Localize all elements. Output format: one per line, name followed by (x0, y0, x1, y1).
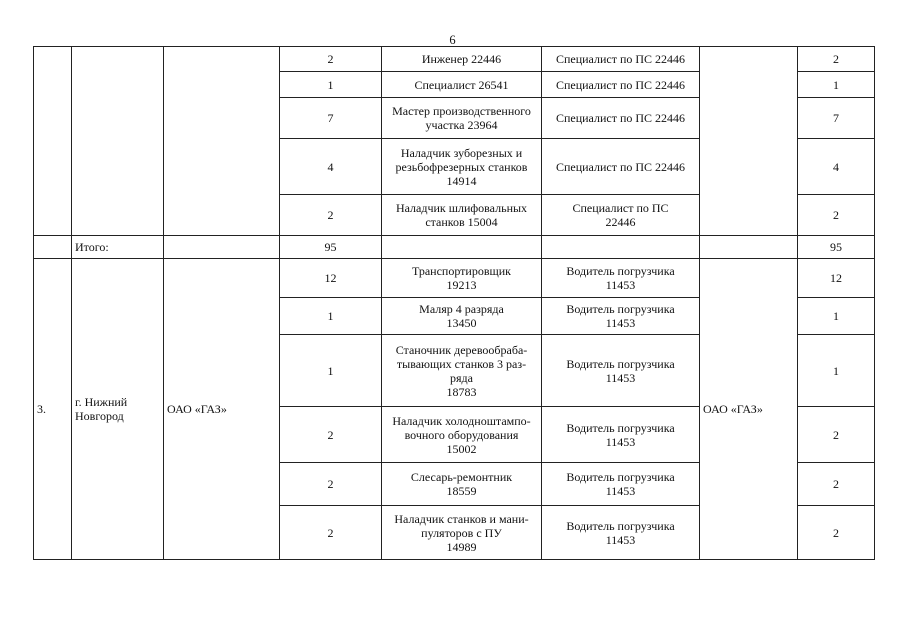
profession-cell-line: 18783 (446, 384, 477, 399)
city-cell (72, 47, 164, 236)
subtotal-row (34, 236, 875, 259)
table-row (34, 47, 875, 72)
target-profession-cell (542, 335, 700, 407)
total-cell: 2 (798, 47, 875, 72)
table-body (34, 47, 875, 560)
profession-cell (382, 463, 542, 506)
profession-cell-line: 15002 (446, 441, 477, 456)
target-profession-cell (542, 298, 700, 335)
profession-cell (382, 139, 542, 195)
target-profession-cell-line: 11453 (605, 278, 636, 292)
profession-cell-line: Транспортировщик (411, 264, 512, 278)
subtotal-index-cell (34, 236, 72, 259)
target-profession-cell (542, 259, 700, 298)
count-cell: 12 (280, 259, 382, 298)
group-city-line: г. Нижний (75, 395, 128, 409)
target-profession-cell-line: 22446 (605, 215, 636, 229)
count-cell: 2 (280, 47, 382, 72)
target-profession-cell (542, 139, 700, 195)
count-cell: 2 (280, 463, 382, 506)
target-profession-cell (542, 463, 700, 506)
profession-cell-line: пуляторов с ПУ (421, 525, 502, 540)
profession-cell (382, 98, 542, 139)
profession-cell-line: тывающих станков 3 раз- (396, 356, 527, 371)
subtotal-target-cell (542, 236, 700, 259)
target-profession-cell-line: 11453 (605, 532, 636, 547)
profession-cell-line: Наладчик холодноштампо- (392, 413, 531, 428)
target-profession-cell (542, 407, 700, 463)
org-cell (164, 47, 280, 236)
profession-cell (382, 298, 542, 335)
count-cell: 2 (280, 506, 382, 560)
total-cell: 1 (798, 298, 875, 335)
total-cell: 2 (798, 407, 875, 463)
group-city-line: Новгород (75, 409, 124, 423)
total-cell: 1 (798, 72, 875, 98)
profession-cell (382, 506, 542, 560)
target-profession-cell (542, 506, 700, 560)
subtotal-count: 95 (280, 236, 382, 259)
subtotal-total: 95 (798, 236, 875, 259)
profession-cell-line: Инженер 22446 (421, 52, 502, 66)
employment-table (33, 46, 875, 560)
target-profession-cell (542, 98, 700, 139)
profession-cell-line: участка 23964 (425, 118, 498, 132)
profession-cell-line: 14914 (446, 173, 477, 188)
profession-cell (382, 72, 542, 98)
profession-cell-line: вочного оборудования (404, 427, 519, 442)
total-cell: 4 (798, 139, 875, 195)
profession-cell-line: 18559 (446, 484, 477, 498)
profession-cell (382, 259, 542, 298)
target-profession-cell (542, 195, 700, 236)
profession-cell-line: Станочник деревообраба- (395, 342, 528, 357)
subtotal-target-org-cell (700, 236, 798, 259)
count-cell: 1 (280, 298, 382, 335)
profession-cell-line: ряда (450, 370, 473, 385)
target-profession-cell-line: Специалист по ПС 22446 (555, 111, 686, 125)
profession-cell-line: 14989 (446, 539, 477, 554)
target-profession-cell-line: Специалист по ПС (572, 201, 669, 215)
count-cell: 7 (280, 98, 382, 139)
count-cell: 4 (280, 139, 382, 195)
profession-cell-line: Специалист 26541 (414, 77, 509, 92)
target-profession-cell-line: Водитель погрузчика (566, 420, 675, 435)
profession-cell-line: резьбофрезерных станков (395, 159, 528, 174)
target-profession-cell-line: Специалист по ПС 22446 (555, 77, 686, 92)
profession-cell-line: Наладчик зуборезных и (400, 145, 523, 160)
profession-cell-line: 19213 (446, 278, 477, 292)
total-cell: 2 (798, 506, 875, 560)
group-city (72, 259, 164, 560)
target-profession-cell-line: 11453 (605, 484, 636, 498)
profession-cell (382, 195, 542, 236)
target-profession-cell-line: 11453 (605, 434, 636, 449)
profession-cell (382, 47, 542, 72)
profession-cell-line: станков 15004 (425, 215, 498, 229)
page-number: 6 (449, 33, 456, 47)
profession-cell-line: Маляр 4 разряда (419, 302, 504, 316)
target-profession-cell (542, 47, 700, 72)
target-profession-cell (542, 72, 700, 98)
count-cell: 1 (280, 72, 382, 98)
profession-cell-line: Наладчик шлифовальных (395, 201, 528, 215)
group-index: 3. (34, 259, 72, 560)
profession-cell-line: Наладчик станков и мани- (394, 511, 529, 526)
target-profession-cell-line: Водитель погрузчика (566, 264, 675, 278)
target-profession-cell-line: Водитель погрузчика (566, 518, 675, 533)
index-cell (34, 47, 72, 236)
total-cell: 1 (798, 335, 875, 407)
profession-cell (382, 335, 542, 407)
subtotal-org-cell (164, 236, 280, 259)
target-profession-cell-line: Специалист по ПС 22446 (555, 52, 686, 66)
total-cell: 2 (798, 463, 875, 506)
profession-cell (382, 407, 542, 463)
target-org-cell (700, 47, 798, 236)
target-profession-cell-line: 11453 (605, 316, 636, 330)
count-cell: 2 (280, 195, 382, 236)
count-cell: 2 (280, 407, 382, 463)
group-target-org: ОАО «ГАЗ» (700, 259, 798, 560)
subtotal-label: Итого: (72, 236, 164, 259)
count-cell: 1 (280, 335, 382, 407)
target-profession-cell-line: Водитель погрузчика (566, 302, 675, 316)
subtotal-profession-cell (382, 236, 542, 259)
table-row (34, 259, 875, 298)
target-profession-cell-line: Водитель погрузчика (566, 356, 675, 371)
profession-cell-line: 13450 (446, 316, 477, 330)
total-cell: 7 (798, 98, 875, 139)
total-cell: 2 (798, 195, 875, 236)
target-profession-cell-line: 11453 (605, 370, 636, 385)
group-org: ОАО «ГАЗ» (164, 259, 280, 560)
profession-cell-line: Слесарь-ремонтник (410, 470, 513, 484)
target-profession-cell-line: Специалист по ПС 22446 (555, 159, 686, 174)
profession-cell-line: Мастер производственного (392, 104, 531, 118)
target-profession-cell-line: Водитель погрузчика (566, 470, 675, 484)
total-cell: 12 (798, 259, 875, 298)
